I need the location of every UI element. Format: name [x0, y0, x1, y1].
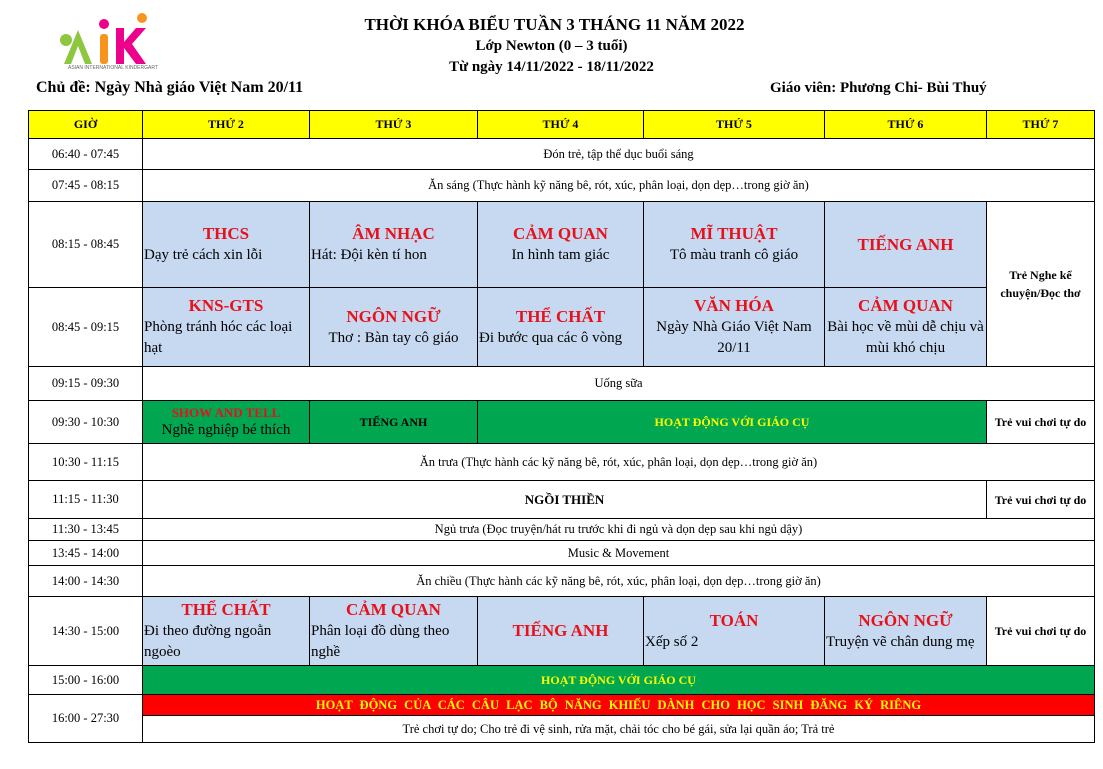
subject-desc: Bài học về mùi dễ chịu và mùi khó chịu	[827, 319, 984, 356]
time-cell: 15:00 - 16:00	[29, 666, 143, 695]
class-cell-mon	[143, 597, 310, 666]
montessori-activity-cell: HOẠT ĐỘNG VỚI GIÁO CỤ	[143, 666, 1095, 695]
saturday-cell: Trẻ Nghe kể chuyện/Đọc thơ	[987, 202, 1095, 367]
subject-label: TIẾNG ANH	[512, 621, 609, 640]
subject-desc: Hát: Đội kèn tí hon	[311, 247, 427, 263]
subject-label: CẢM QUAN	[346, 600, 441, 619]
class-cell-thu	[644, 597, 825, 666]
table-row	[29, 139, 1095, 170]
class-cell-thu	[644, 288, 825, 367]
timetable	[28, 110, 1095, 743]
col-header-thu: THỨ 5	[644, 111, 825, 139]
class-cell-mon	[143, 202, 310, 288]
class-cell-tue	[310, 202, 478, 288]
subject-desc: Phòng tránh hóc các loại hạt	[144, 319, 293, 356]
table-row	[29, 288, 1095, 367]
activity-cell: Trẻ chơi tự do; Cho trẻ đi vệ sinh, rửa mặt, chải tóc cho bé gái, sửa lại quần áo; Trả trẻ	[143, 716, 1095, 743]
subject-label: NGÔN NGỮ	[346, 306, 441, 326]
subject-label: THCS	[202, 224, 250, 243]
subject-label: TOÁN	[709, 610, 759, 630]
topic-label: Chủ đề: Ngày Nhà giáo Việt Nam 20/11	[36, 79, 304, 96]
table-row	[29, 566, 1095, 597]
subject-desc: Nghề nghiệp bé thích	[161, 421, 291, 438]
subject-desc: Thơ : Bàn tay cô giáo	[328, 329, 459, 346]
time-cell: 14:00 - 14:30	[29, 566, 143, 597]
activity-cell: Music & Movement	[143, 541, 1095, 566]
subject-label: VĂN HÓA	[694, 296, 774, 315]
saturday-cell: Trẻ vui chơi tự do	[987, 481, 1095, 519]
show-and-tell-cell	[143, 401, 310, 444]
subject-desc: In hình tam giác	[511, 247, 610, 263]
subject-desc: Tô màu tranh cô giáo	[669, 247, 799, 263]
class-cell-fri	[825, 288, 987, 367]
document-header	[0, 14, 1103, 78]
class-cell-fri	[825, 597, 987, 666]
class-cell-wed	[478, 288, 644, 367]
col-header-tue: THỨ 3	[310, 111, 478, 139]
time-cell: 08:45 - 09:15	[29, 288, 143, 367]
time-cell: 09:30 - 10:30	[29, 401, 143, 444]
time-cell: 13:45 - 14:00	[29, 541, 143, 566]
english-cell: TIẾNG ANH	[310, 401, 478, 444]
class-cell-fri	[825, 202, 987, 288]
subject-desc: Xếp số 2	[645, 633, 699, 650]
subject-label: THỂ CHẤT	[515, 306, 606, 326]
table-row	[29, 170, 1095, 202]
subject-label: ÂM NHẠC	[352, 224, 435, 243]
time-cell: 16:00 - 27:30	[29, 695, 143, 743]
table-row	[29, 666, 1095, 695]
subject-label: SHOW AND TELL	[171, 404, 281, 420]
col-header-time: GIỜ	[29, 111, 143, 139]
time-cell: 06:40 - 07:45	[29, 139, 143, 170]
table-row	[29, 481, 1095, 519]
time-cell: 11:15 - 11:30	[29, 481, 143, 519]
subject-label: MĨ THUẬT	[690, 224, 778, 243]
table-row	[29, 597, 1095, 666]
teacher-label: Giáo viên: Phương Chi- Bùi Thuý	[770, 80, 987, 96]
col-header-fri: THỨ 6	[825, 111, 987, 139]
activity-cell: Ngủ trưa (Đọc truyện/hát ru trước khi đi ngủ và dọn dẹp sau khi ngủ dậy)	[143, 519, 1095, 541]
time-cell: 14:30 - 15:00	[29, 597, 143, 666]
table-row	[29, 695, 1095, 716]
class-cell-tue	[310, 288, 478, 367]
subject-label: NGÔN NGỮ	[858, 610, 953, 630]
activity-cell: Ăn chiều (Thực hành các kỹ năng bê, rót, xúc, phân loại, dọn dẹp…trong giờ ăn)	[143, 566, 1095, 597]
subject-desc: Đi theo đường ngoằn ngoèo	[144, 623, 272, 660]
table-row	[29, 202, 1095, 288]
activity-cell: Ăn sáng (Thực hành kỹ năng bê, rót, xúc, phân loại, dọn dẹp…trong giờ ăn)	[143, 170, 1095, 202]
subject-desc: Dạy trẻ cách xin lỗi	[144, 247, 263, 263]
subject-label: THỂ CHẤT	[181, 600, 271, 619]
table-row	[29, 519, 1095, 541]
date-range: Từ ngày 14/11/2022 - 18/11/2022	[449, 59, 654, 75]
subject-label: TIẾNG ANH	[857, 234, 954, 254]
meditation-cell: NGỒI THIỀN	[143, 481, 987, 519]
time-cell: 09:15 - 09:30	[29, 367, 143, 401]
col-header-sat: THỨ 7	[987, 111, 1095, 139]
col-header-wed: THỨ 4	[478, 111, 644, 139]
class-cell-tue	[310, 597, 478, 666]
table-row	[29, 716, 1095, 743]
activity-cell: Uống sữa	[143, 367, 1095, 401]
saturday-cell: Trẻ vui chơi tự do	[987, 401, 1095, 444]
subject-label: CẢM QUAN	[858, 296, 953, 315]
class-cell-wed	[478, 597, 644, 666]
activity-cell: Ăn trưa (Thực hành các kỹ năng bê, rót, xúc, phân loại, dọn dẹp…trong giờ ăn)	[143, 444, 1095, 481]
subject-label: CẢM QUAN	[513, 224, 608, 243]
class-name: Lớp Newton (0 – 3 tuổi)	[475, 38, 628, 54]
page-title: THỜI KHÓA BIỂU TUẦN 3 THÁNG 11 NĂM 2022	[364, 15, 745, 34]
saturday-cell: Trẻ vui chơi tự do	[987, 597, 1095, 666]
activity-cell: Đón trẻ, tập thể dục buổi sáng	[143, 139, 1095, 170]
montessori-activity-cell: HOẠT ĐỘNG VỚI GIÁO CỤ	[478, 401, 987, 444]
table-row	[29, 401, 1095, 444]
subject-desc: Đi bước qua các ô vòng	[479, 329, 623, 346]
table-row	[29, 367, 1095, 401]
club-activity-bar: HOẠT ĐỘNG CỦA CÁC CÂU LẠC BỘ NĂNG KHIẾU DÀNH CHO HỌC SINH ĐĂNG KÝ RIÊNG	[143, 695, 1095, 716]
class-cell-thu	[644, 202, 825, 288]
time-cell: 08:15 - 08:45	[29, 202, 143, 288]
subject-desc: Phân loại đồ dùng theo nghề	[311, 623, 450, 660]
logo-subtitle: ASIAN INTERNATIONAL KINDERGARTEN	[68, 65, 158, 70]
time-cell: 10:30 - 11:15	[29, 444, 143, 481]
time-cell: 11:30 - 13:45	[29, 519, 143, 541]
col-header-mon: THỨ 2	[143, 111, 310, 139]
subject-desc: Ngày Nhà Giáo Việt Nam 20/11	[656, 319, 812, 356]
class-cell-mon	[143, 288, 310, 367]
subject-desc: Truyện vẽ chân dung mẹ	[826, 633, 975, 650]
time-cell: 07:45 - 08:15	[29, 170, 143, 202]
class-cell-wed	[478, 202, 644, 288]
subject-label: KNS-GTS	[188, 296, 264, 315]
table-row	[29, 444, 1095, 481]
table-row	[29, 541, 1095, 566]
header-row	[29, 111, 1095, 139]
